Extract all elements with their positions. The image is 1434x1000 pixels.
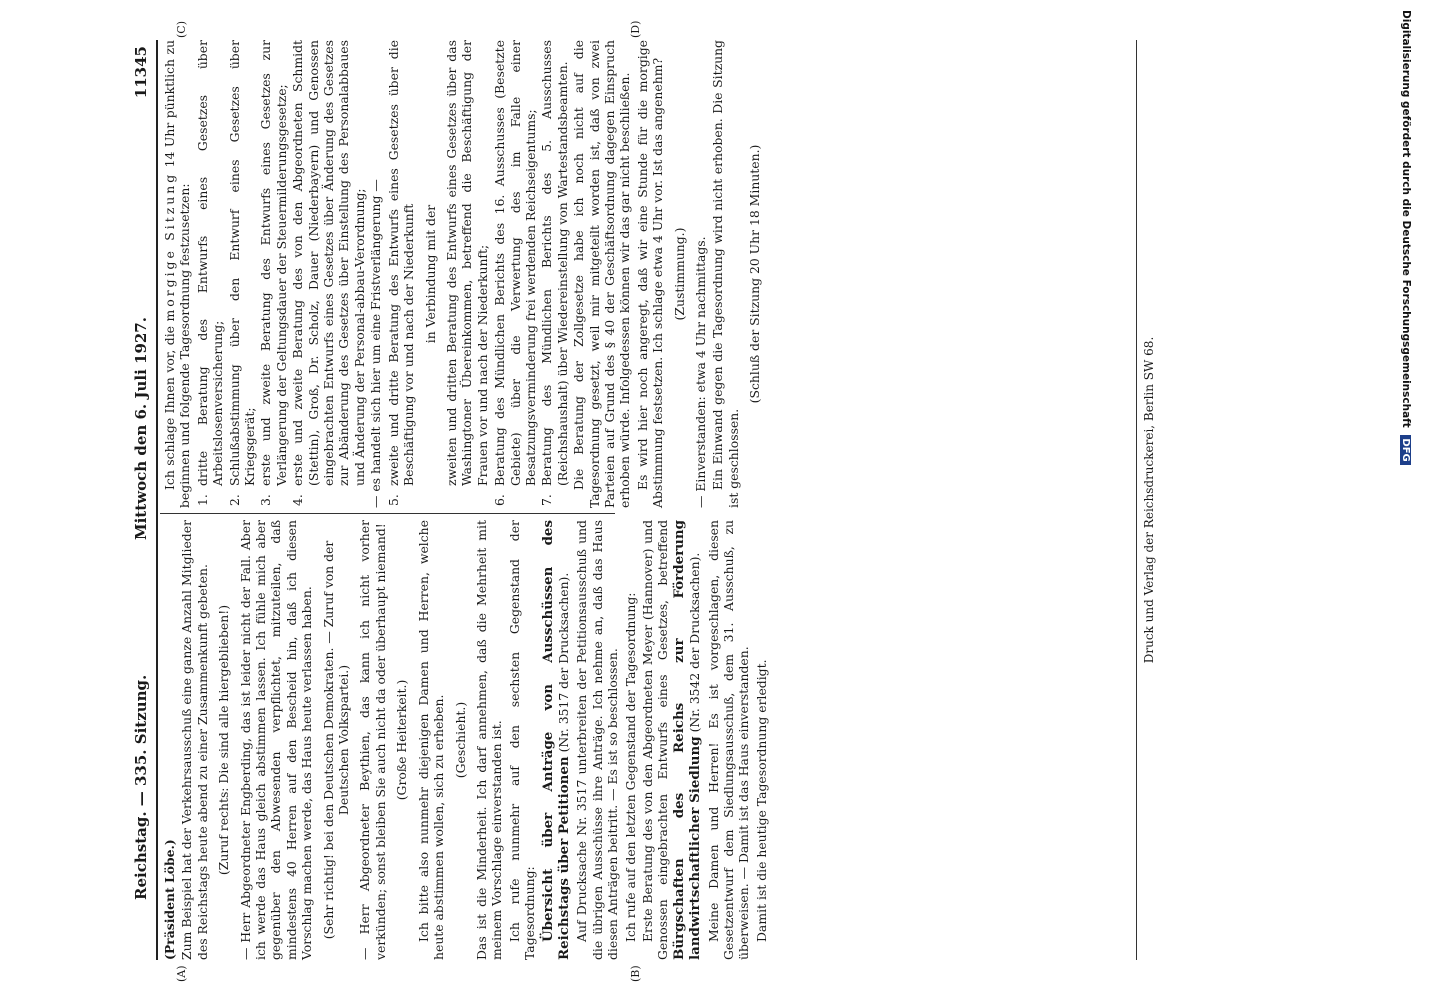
- paragraph: — Herr Abgeordneter Engberding, das ist leider nicht der Fall. Aber ich werde das Haus gleich abstimmen lassen. Ich fühle mich aber gegenüber den Abwesenden verpflichtet, mitzuteilen, daß mindestens 40 Herren auf den Bescheid hin, daß ich diesen Vorschlag machen werde, das Haus heute verlassen haben.: [237, 520, 315, 960]
- interjection: (Zuruf rechts: Die sind alle hiergeblieben!): [216, 604, 232, 876]
- interjection: (Große Heiterkeit.): [394, 679, 410, 801]
- agenda-heading: Übersicht über Anträge von Ausschüssen des Reichstags über Petitionen: [539, 520, 572, 960]
- agenda-item: 5. zweite und dritte Beratung des Entwurfs eines Gesetzes über die Beschäftigung vor und nach der Niederkunft: [385, 40, 417, 506]
- agenda-heading: Bürgschaften des Reichs zur Förderung landwirtschaftlicher Siedlung: [670, 520, 704, 960]
- paragraph: Es wird hier noch angeregt, daß wir eine Stunde für die morgige Abstimmung festsetzen. Ich schlage etwa 4 Uhr vor. Ist das angenehm?: [634, 40, 666, 508]
- printer-imprint: Druck und Verlag der Reichsdruckerei, Berlin SW 68.: [1142, 336, 1156, 664]
- page-number: 11345: [132, 46, 150, 99]
- paragraph: Damit ist die heutige Tagesordnung erledigt.: [753, 659, 769, 942]
- intro-text: Ich schlage Ihnen vor, die: [162, 325, 177, 490]
- paragraph: — Einverstanden: etwa 4 Uhr nachmittags.: [693, 236, 708, 508]
- intro-text: 14 Uhr pünktlich zu beginnen und folgende Tagesordnung festzusetzen:: [162, 40, 193, 508]
- interjection: (Zustimmung.): [671, 227, 687, 321]
- paragraph: Ich bitte also nunmehr diejenigen Damen und Herren, welche heute abstimmen wollen, sich zu erheben.: [415, 520, 447, 960]
- agenda-item: 3. erste und zweite Beratung des Entwurfs eines Gesetzes zur Verlängerung der Geltungsdauer der Steuermilderungsgesetze;: [258, 40, 289, 506]
- agenda-list: [492, 40, 570, 508]
- speaker-label: (Präsident Löbe.): [162, 839, 177, 960]
- agenda-item: 7. Beratung des Mündlichen Berichts des 5. Ausschusses (Reichshaushalt) über Wiedereinstellung von Wartestandsbeamten.: [539, 40, 570, 506]
- paragraph: Zum Beispiel hat der Verkehrsausschuß eine ganze Anzahl Mitglieder des Reichstags heute abend zu einer Zusammenkunft gebeten.: [179, 520, 210, 960]
- paragraph: — Herr Abgeordneter Beythien, das kann ich nicht vorher verkünden; sonst bleiben Sie auch nicht da oder überhaupt niemand!: [357, 520, 388, 960]
- digitization-note: [1392, 10, 1412, 990]
- agenda-item: 2. Schlußabstimmung über den Entwurf eines Gesetzes über Kriegsgerät;: [226, 40, 258, 506]
- paragraph: Ein Einwand gegen die Tagesordnung wird nicht erhoben. Die Sitzung ist geschlossen.: [710, 40, 741, 508]
- left-column: [162, 520, 1042, 960]
- header-left: Reichstag. — 335. Sitzung.: [132, 674, 150, 900]
- paragraph: Meine Damen und Herren! Es ist vorgeschlagen, diesen Gesetzentwurf dem Siedlungsausschuß, dem 31. Ausschuß, zu überweisen. — Damit ist das Haus einverstanden.: [705, 520, 752, 960]
- interjection: (Sehr richtig! bei den Deutschen Demokraten. — Zuruf von der Deutschen Volkspartei.): [320, 540, 352, 940]
- dash-note: — es handelt sich hier um eine Fristverlängerung —: [368, 179, 384, 508]
- interjection: (Geschieht.): [452, 701, 468, 779]
- header-date: Mittwoch den 6. Juli 1927.: [132, 317, 150, 540]
- column-divider: [160, 513, 615, 514]
- margin-marker-a: (A): [175, 965, 188, 982]
- digitization-text: Digitalisierung gefördert durch die Deutsche Forschungsgemeinschaft: [1400, 10, 1412, 428]
- agenda-heading-ref: (Nr. 3542 der Drucksachen).: [687, 552, 703, 733]
- agenda-item: 4. erste und zweite Beratung des von den Abgeordneten Schmidt (Stettin), Groß, Dr. Scholz, Dauer (Niederbayern) und Genossen eingebrachten Entwurfs eines Gesetzes über Änderung des Gesetzes zur Abänderung des Gesetzes über Einstellung des Personalabbaues und Änderung der Personal-abbau-Verordnung;: [290, 40, 367, 506]
- agenda-list: [386, 40, 417, 508]
- agenda-item-intro: Erste Beratung des von den Abgeordneten Meyer (Hannover) und Genossen eingebrachten Entwurfs eines Gesetzes, betreffend: [639, 520, 671, 960]
- rotated-document-page: [130, 20, 1290, 982]
- agenda-item: 1. dritte Beratung des Entwurfs eines Gesetzes über Arbeitslosenversicherung;: [194, 40, 226, 506]
- intro-emphasis: morgige Sitzung: [162, 171, 177, 322]
- margin-marker-b: (B): [629, 965, 642, 982]
- paragraph: Die Beratung der Zollgesetze habe ich noch nicht auf die Tagesordnung gesetzt, weil mir mitgeteilt worden ist, daß von zwei Parteien auf Grund des § 40 der Geschäftsordnung dagegen Einspruch erhoben würde. Infolgedessen können wir das gar nicht beschließen.: [571, 40, 633, 508]
- agenda-heading-ref: (Nr. 3517 der Drucksachen).: [555, 572, 571, 753]
- footer-rule: [1136, 40, 1137, 960]
- paragraph: Das ist die Minderheit. Ich darf annehmen, daß die Mehrheit mit meinem Vorschlage einverstanden ist.: [473, 520, 505, 960]
- agenda-list: [195, 40, 367, 508]
- paragraph: Ich rufe auf den letzten Gegenstand der Tagesordnung:: [622, 592, 638, 942]
- right-column: [162, 40, 1042, 508]
- page-header: [130, 40, 156, 960]
- session-end-note: (Schluß der Sitzung 20 Uhr 18 Minuten.): [747, 144, 763, 404]
- verbindung-text: zweiten und dritten Beratung des Entwurfs eines Gesetzes über das Washingtoner Übereinkommen, betreffend die Beschäftigung der Frauen vor und nach der Niederkunft;: [443, 40, 490, 486]
- paragraph: Auf Drucksache Nr. 3517 unterbreiten der Petitionsausschuß und die übrigen Ausschüsse ihre Anträge. Ich nehme an, daß das Haus diesen Anträgen beitritt. — Es ist so beschlossen.: [574, 520, 621, 960]
- dfg-logo: DFG: [1400, 435, 1411, 464]
- paragraph: Ich rufe nunmehr auf den sechsten Gegenstand der Tagesordnung:: [506, 520, 538, 960]
- agenda-item: 6. Beratung des Mündlichen Berichts des 16. Ausschusses (Besetzte Gebiete) über die Verwertung des im Falle einer Besatzungsverminderung frei werdenden Reichseigentums;: [492, 40, 538, 506]
- header-rule: [156, 40, 158, 960]
- margin-marker-c: (C): [175, 21, 188, 38]
- margin-marker-d: (D): [629, 20, 642, 38]
- in-verbindung-label: in Verbindung mit der: [422, 204, 438, 344]
